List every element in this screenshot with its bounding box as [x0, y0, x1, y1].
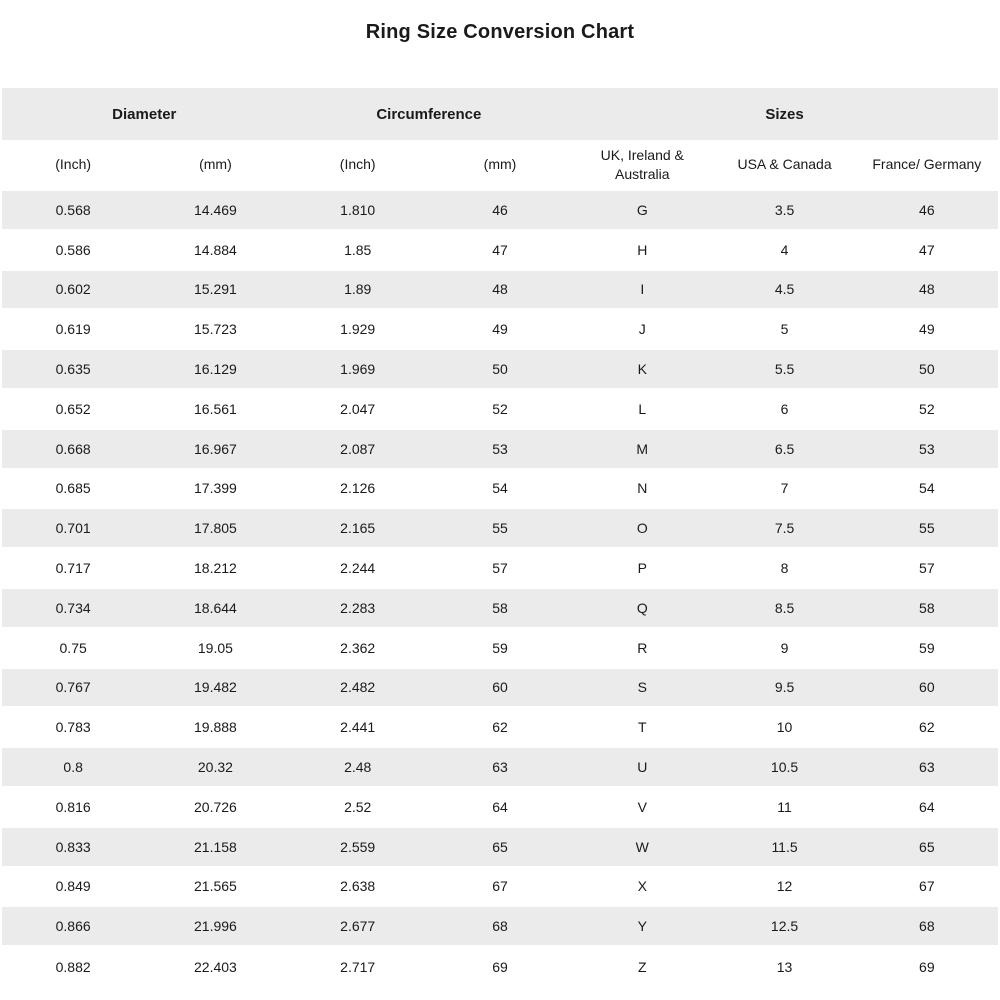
- table-cell: K: [571, 349, 713, 389]
- table-cell: 9.5: [713, 668, 855, 708]
- table-cell: 62: [429, 707, 571, 747]
- table-cell: 49: [856, 309, 998, 349]
- table-cell: 2.165: [287, 508, 429, 548]
- column-header-circumference-inch: (Inch): [339, 156, 376, 173]
- table-cell: 0.586: [2, 230, 144, 270]
- table-cell: 7.5: [713, 508, 855, 548]
- group-header-sizes: Sizes: [765, 105, 804, 123]
- table-body: [2, 190, 998, 986]
- table-cell: 0.717: [2, 548, 144, 588]
- table-cell: H: [571, 230, 713, 270]
- column-header-row: [2, 140, 998, 190]
- table-cell: 63: [429, 747, 571, 787]
- table-cell: 2.244: [287, 548, 429, 588]
- table-cell: 0.75: [2, 628, 144, 668]
- table-cell: Q: [571, 588, 713, 628]
- table-cell: 52: [429, 389, 571, 429]
- table-row: [2, 787, 998, 827]
- table-cell: 0.816: [2, 787, 144, 827]
- table-cell: 4.5: [713, 270, 855, 310]
- table-cell: P: [571, 548, 713, 588]
- table-cell: 48: [856, 270, 998, 310]
- table-cell: 53: [429, 429, 571, 469]
- page-title: Ring Size Conversion Chart: [365, 21, 635, 43]
- table-cell: 10: [713, 707, 855, 747]
- table-cell: 47: [429, 230, 571, 270]
- table-cell: 0.619: [2, 309, 144, 349]
- table-cell: U: [571, 747, 713, 787]
- table-cell: 20.726: [144, 787, 286, 827]
- table-cell: 64: [429, 787, 571, 827]
- table-cell: 1.929: [287, 309, 429, 349]
- table-row: [2, 508, 998, 548]
- table-cell: O: [571, 508, 713, 548]
- table-cell: 18.212: [144, 548, 286, 588]
- table-row: [2, 827, 998, 867]
- table-cell: 5: [713, 309, 855, 349]
- table-row: [2, 230, 998, 270]
- table-cell: 67: [429, 867, 571, 907]
- table-cell: 69: [429, 946, 571, 986]
- table-cell: W: [571, 827, 713, 867]
- table-cell: T: [571, 707, 713, 747]
- table-cell: 0.568: [2, 190, 144, 230]
- table-row: [2, 668, 998, 708]
- group-header-row: [2, 88, 998, 140]
- table-cell: 0.652: [2, 389, 144, 429]
- table-cell: 50: [856, 349, 998, 389]
- table-cell: 0.882: [2, 946, 144, 986]
- column-header-uk-ireland-australia: UK, Ireland & Australia: [600, 147, 684, 182]
- table-row: [2, 588, 998, 628]
- table-cell: 5.5: [713, 349, 855, 389]
- table-cell: 12: [713, 867, 855, 907]
- table-cell: G: [571, 190, 713, 230]
- table-cell: 21.996: [144, 906, 286, 946]
- table-cell: 8.5: [713, 588, 855, 628]
- table-cell: 0.734: [2, 588, 144, 628]
- table-cell: 6: [713, 389, 855, 429]
- table-cell: 64: [856, 787, 998, 827]
- table-cell: 19.05: [144, 628, 286, 668]
- table-row: [2, 389, 998, 429]
- table-cell: 2.087: [287, 429, 429, 469]
- table-cell: 21.565: [144, 867, 286, 907]
- table-cell: 0.866: [2, 906, 144, 946]
- table-cell: 68: [856, 906, 998, 946]
- table-cell: 60: [429, 668, 571, 708]
- table-row: [2, 946, 998, 986]
- column-header-france-germany: France/ Germany: [872, 156, 982, 173]
- table-cell: 54: [856, 469, 998, 509]
- table-row: [2, 906, 998, 946]
- table-cell: 46: [429, 190, 571, 230]
- table-cell: 19.888: [144, 707, 286, 747]
- table-cell: 0.635: [2, 349, 144, 389]
- table-cell: X: [571, 867, 713, 907]
- table-cell: 13: [713, 946, 855, 986]
- table-cell: 59: [856, 628, 998, 668]
- table-cell: 9: [713, 628, 855, 668]
- table-row: [2, 628, 998, 668]
- table-cell: 6.5: [713, 429, 855, 469]
- table-cell: 15.291: [144, 270, 286, 310]
- table-cell: 2.126: [287, 469, 429, 509]
- table-row: [2, 349, 998, 389]
- column-header-circumference-mm: (mm): [483, 156, 517, 173]
- table-cell: L: [571, 389, 713, 429]
- table-row: [2, 309, 998, 349]
- table-cell: 0.783: [2, 707, 144, 747]
- table-cell: 2.482: [287, 668, 429, 708]
- table-cell: J: [571, 309, 713, 349]
- table-cell: 16.561: [144, 389, 286, 429]
- table-cell: 2.441: [287, 707, 429, 747]
- table-cell: 2.047: [287, 389, 429, 429]
- table-cell: 58: [429, 588, 571, 628]
- table-cell: 50: [429, 349, 571, 389]
- table-cell: 0.685: [2, 469, 144, 509]
- group-header-diameter: Diameter: [112, 105, 177, 123]
- table-cell: 18.644: [144, 588, 286, 628]
- table-cell: 2.638: [287, 867, 429, 907]
- ring-size-conversion-table: [2, 88, 998, 986]
- table-cell: 20.32: [144, 747, 286, 787]
- table-cell: 17.805: [144, 508, 286, 548]
- table-cell: M: [571, 429, 713, 469]
- table-row: [2, 429, 998, 469]
- table-cell: 2.52: [287, 787, 429, 827]
- table-cell: 4: [713, 230, 855, 270]
- table-cell: 16.129: [144, 349, 286, 389]
- table-row: [2, 548, 998, 588]
- table-cell: 68: [429, 906, 571, 946]
- table-cell: 57: [856, 548, 998, 588]
- table-cell: 55: [856, 508, 998, 548]
- table-cell: 15.723: [144, 309, 286, 349]
- table-cell: 54: [429, 469, 571, 509]
- table-row: [2, 469, 998, 509]
- table-cell: 22.403: [144, 946, 286, 986]
- table-cell: 2.283: [287, 588, 429, 628]
- table-cell: 59: [429, 628, 571, 668]
- column-header-usa-canada: USA & Canada: [737, 156, 832, 173]
- table-cell: 2.362: [287, 628, 429, 668]
- table-cell: 11.5: [713, 827, 855, 867]
- table-cell: 49: [429, 309, 571, 349]
- table-cell: 1.810: [287, 190, 429, 230]
- table-cell: S: [571, 668, 713, 708]
- table-cell: 0.833: [2, 827, 144, 867]
- table-cell: 0.767: [2, 668, 144, 708]
- table-cell: 67: [856, 867, 998, 907]
- table-cell: R: [571, 628, 713, 668]
- table-cell: 0.849: [2, 867, 144, 907]
- table-row: [2, 747, 998, 787]
- table-cell: 1.85: [287, 230, 429, 270]
- table-cell: V: [571, 787, 713, 827]
- table-cell: 14.469: [144, 190, 286, 230]
- table-cell: 1.969: [287, 349, 429, 389]
- table-cell: 52: [856, 389, 998, 429]
- table-cell: 69: [856, 946, 998, 986]
- table-row: [2, 190, 998, 230]
- table-cell: I: [571, 270, 713, 310]
- table-cell: 60: [856, 668, 998, 708]
- table-cell: 11: [713, 787, 855, 827]
- table-cell: Z: [571, 946, 713, 986]
- table-cell: 57: [429, 548, 571, 588]
- table-cell: 21.158: [144, 827, 286, 867]
- table-row: [2, 270, 998, 310]
- table-cell: 2.559: [287, 827, 429, 867]
- table-cell: 8: [713, 548, 855, 588]
- table-cell: 62: [856, 707, 998, 747]
- table-cell: 14.884: [144, 230, 286, 270]
- table-cell: 46: [856, 190, 998, 230]
- table-cell: 58: [856, 588, 998, 628]
- table-cell: 48: [429, 270, 571, 310]
- table-cell: Y: [571, 906, 713, 946]
- table-cell: 2.717: [287, 946, 429, 986]
- table-cell: 65: [429, 827, 571, 867]
- table-cell: 0.701: [2, 508, 144, 548]
- table-cell: 47: [856, 230, 998, 270]
- table-cell: 7: [713, 469, 855, 509]
- table-cell: 2.48: [287, 747, 429, 787]
- table-cell: 65: [856, 827, 998, 867]
- table-cell: 10.5: [713, 747, 855, 787]
- table-cell: 2.677: [287, 906, 429, 946]
- column-header-diameter-inch: (Inch): [55, 156, 92, 173]
- table-cell: 17.399: [144, 469, 286, 509]
- column-header-diameter-mm: (mm): [199, 156, 232, 173]
- table-cell: 3.5: [713, 190, 855, 230]
- table-cell: 63: [856, 747, 998, 787]
- table-cell: 53: [856, 429, 998, 469]
- table-cell: 19.482: [144, 668, 286, 708]
- table-cell: N: [571, 469, 713, 509]
- table-row: [2, 867, 998, 907]
- group-header-circumference: Circumference: [376, 105, 482, 123]
- table-cell: 12.5: [713, 906, 855, 946]
- table-cell: 55: [429, 508, 571, 548]
- table-cell: 0.602: [2, 270, 144, 310]
- table-cell: 0.668: [2, 429, 144, 469]
- table-cell: 16.967: [144, 429, 286, 469]
- table-cell: 1.89: [287, 270, 429, 310]
- table-cell: 0.8: [2, 747, 144, 787]
- table-row: [2, 707, 998, 747]
